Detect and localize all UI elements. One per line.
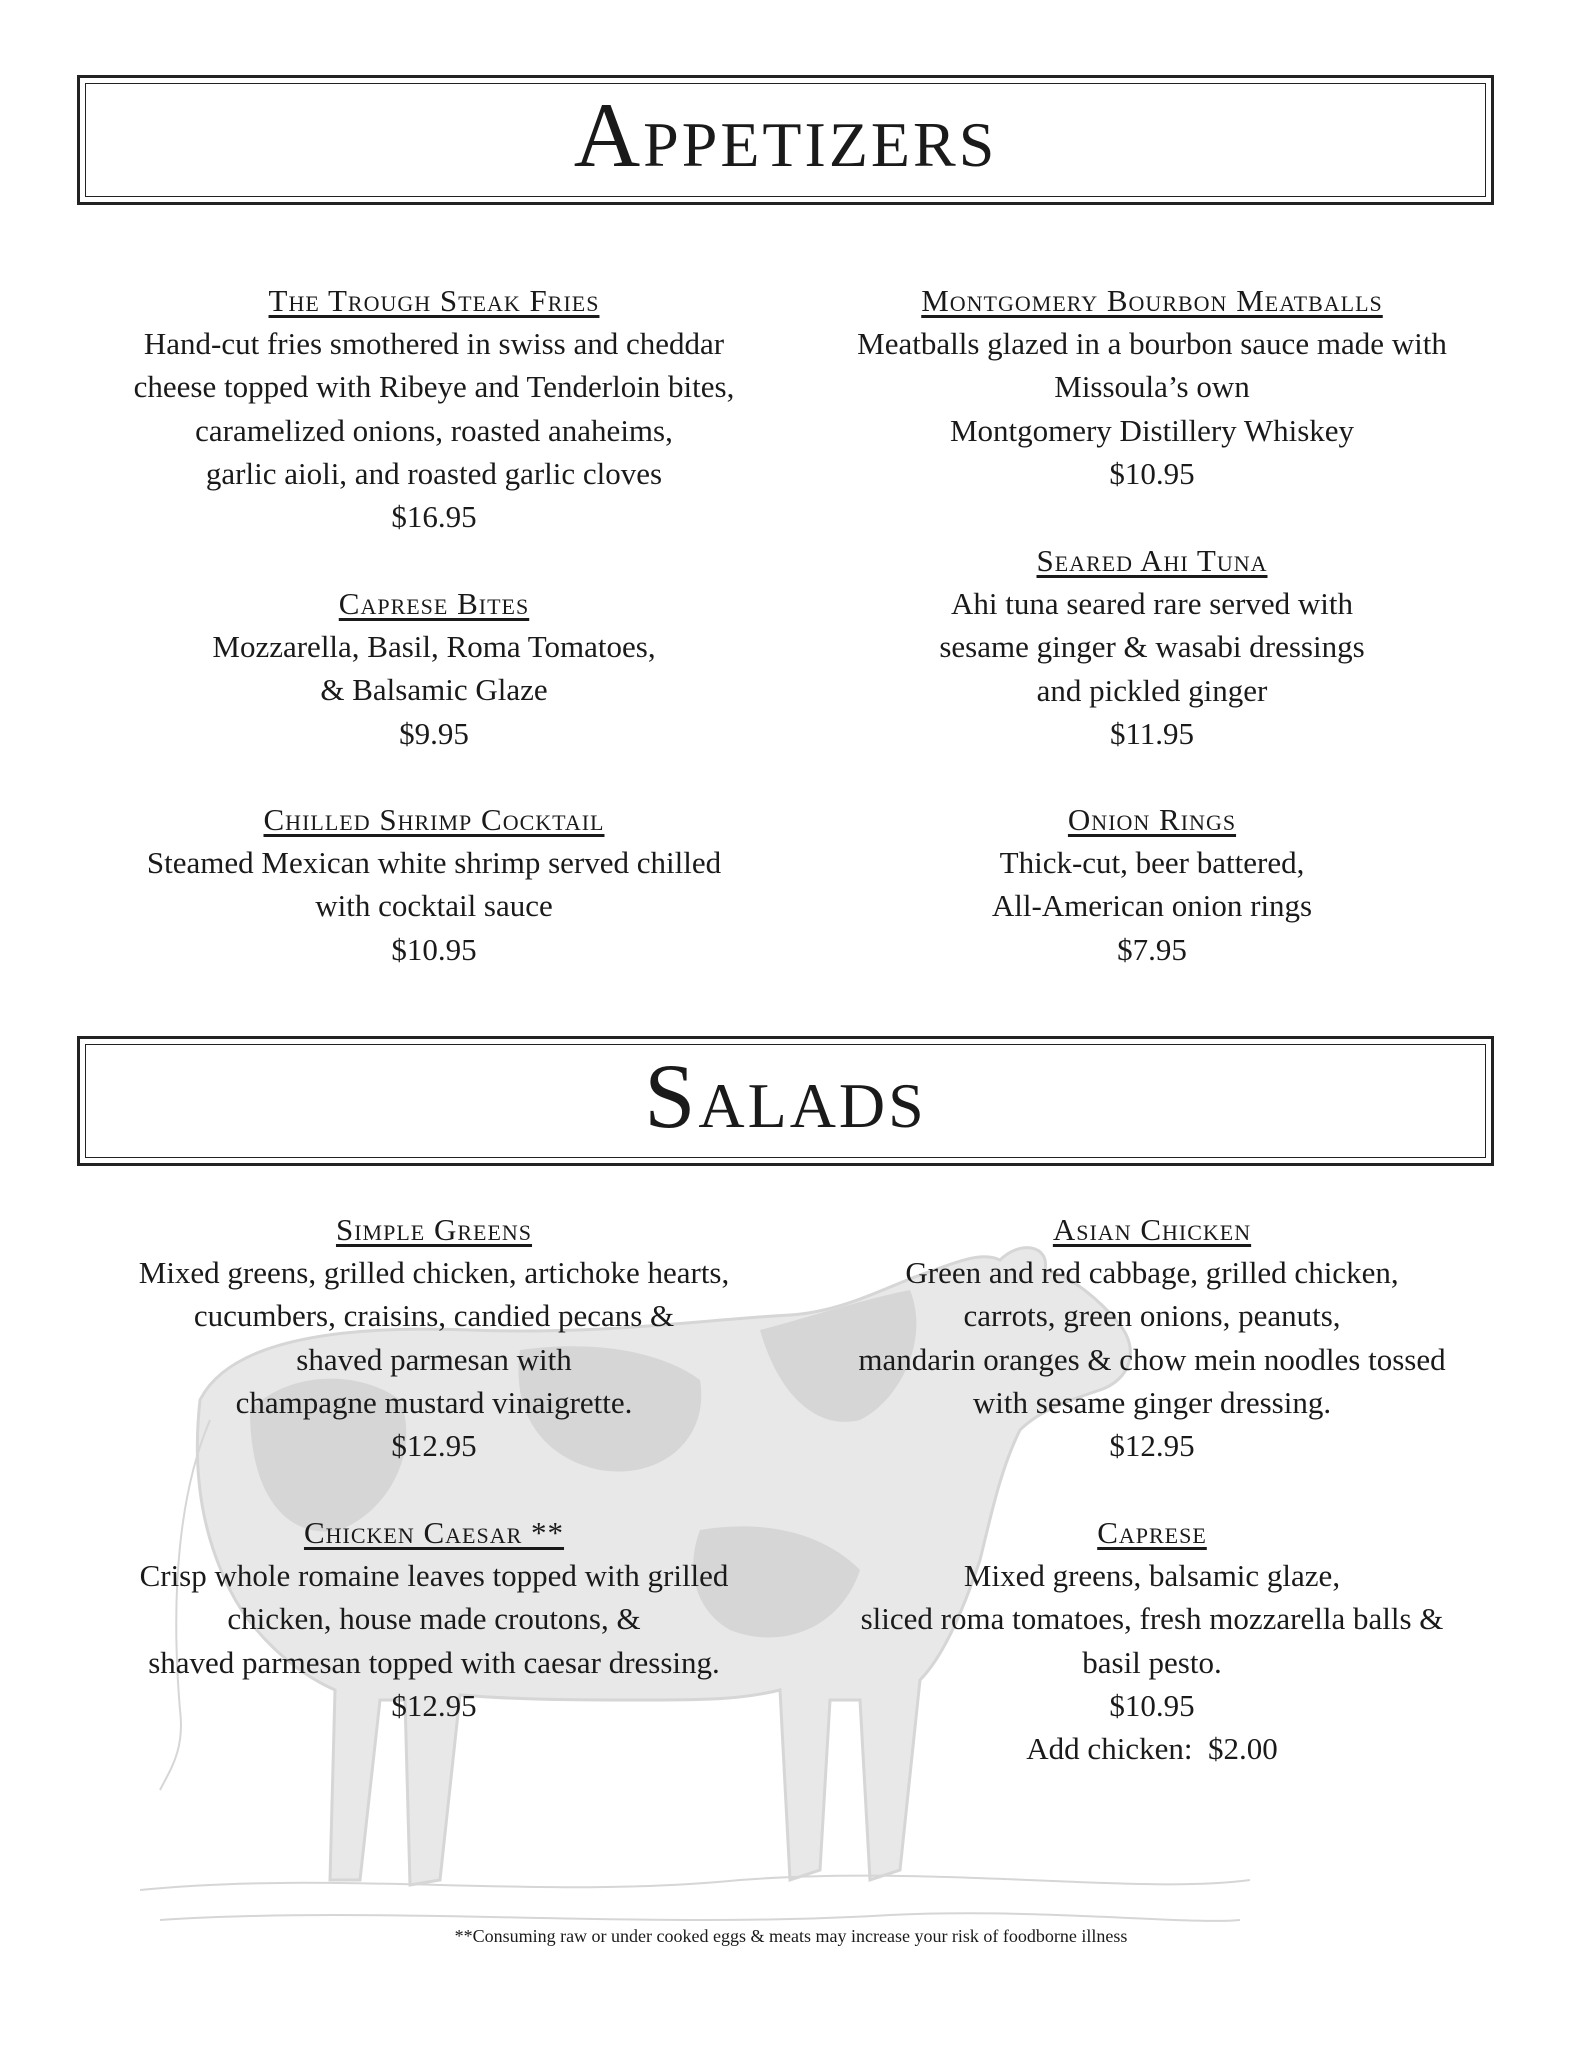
item-description: shaved parmesan topped with caesar dressing. <box>148 1644 720 1680</box>
item-description: Hand-cut fries smothered in swiss and cheddar <box>143 326 725 361</box>
item-description: cheese topped with Ribeye and Tenderloin bites, <box>133 369 735 405</box>
item-price: $10.95 <box>391 931 477 967</box>
item-name: Asian Chicken <box>1052 1212 1252 1247</box>
item-name: Caprese Bites <box>338 586 530 621</box>
salads-title: Salads <box>644 1045 927 1147</box>
item-description: Steamed Mexican white shrimp served chilled <box>146 845 722 880</box>
item-description: sesame ginger & wasabi dressings <box>939 629 1365 665</box>
item-name: Chicken Caesar ** <box>303 1515 565 1550</box>
appetizers-header-box <box>77 75 1494 205</box>
footnote: **Consuming raw or under cooked eggs & meats may increase your risk of foodborne illness <box>454 1926 1128 1946</box>
menu-item <box>792 1511 1512 1770</box>
menu-item <box>792 539 1512 755</box>
item-description: and pickled ginger <box>1036 672 1268 708</box>
item-description: caramelized onions, roasted anaheims, <box>195 412 673 448</box>
item-price: $12.95 <box>391 1687 477 1723</box>
item-description: shaved parmesan with <box>296 1341 572 1377</box>
menu-item <box>74 582 794 755</box>
item-description: basil pesto. <box>1082 1644 1222 1680</box>
item-description: sliced roma tomatoes, fresh mozzarella balls & <box>860 1601 1444 1637</box>
item-description: carrots, green onions, peanuts, <box>963 1298 1341 1334</box>
item-description: chicken, house made croutons, & <box>227 1601 641 1637</box>
item-description: Ahi tuna seared rare served with <box>951 586 1353 621</box>
item-name: Caprese <box>1097 1515 1207 1550</box>
item-description: & Balsamic Glaze <box>320 672 548 708</box>
item-description: Meatballs glazed in a bourbon sauce made with <box>857 326 1447 361</box>
menu-item <box>74 1208 794 1467</box>
menu-item <box>792 798 1512 971</box>
add-on-text: Add chicken: $2.00 <box>1026 1731 1278 1767</box>
item-name: Seared Ahi Tuna <box>1036 543 1268 578</box>
item-name: Onion Rings <box>1067 802 1237 837</box>
menu-item <box>792 1208 1512 1467</box>
salads-header-box <box>77 1036 1494 1166</box>
item-description: with sesame ginger dressing. <box>972 1384 1332 1420</box>
item-description: champagne mustard vinaigrette. <box>235 1384 633 1420</box>
item-description: Montgomery Distillery Whiskey <box>949 412 1355 448</box>
item-description: Green and red cabbage, grilled chicken, <box>905 1255 1399 1290</box>
item-name: The Trough Steak Fries <box>268 283 600 318</box>
menu-item <box>74 798 794 971</box>
item-price: $12.95 <box>1109 1428 1195 1464</box>
menu-item <box>74 1511 794 1727</box>
menu-item <box>792 279 1512 495</box>
item-description: Mozzarella, Basil, Roma Tomatoes, <box>212 629 656 664</box>
item-price: $10.95 <box>1109 1687 1195 1723</box>
item-price: $16.95 <box>391 499 477 535</box>
item-description: All-American onion rings <box>991 888 1313 924</box>
item-description: with cocktail sauce <box>315 888 553 924</box>
item-price: $10.95 <box>1109 455 1195 491</box>
item-description: garlic aioli, and roasted garlic cloves <box>205 455 663 491</box>
item-description: Missoula’s own <box>1054 369 1250 405</box>
item-price: $9.95 <box>399 715 469 751</box>
item-price: $7.95 <box>1117 931 1187 967</box>
item-description: Mixed greens, balsamic glaze, <box>963 1558 1341 1593</box>
item-description: Crisp whole romaine leaves topped with grilled <box>139 1558 729 1593</box>
item-description: Mixed greens, grilled chicken, artichoke hearts, <box>138 1255 730 1290</box>
item-description: cucumbers, craisins, candied pecans & <box>193 1298 675 1334</box>
item-price: $12.95 <box>391 1428 477 1464</box>
item-name: Montgomery Bourbon Meatballs <box>921 283 1383 318</box>
item-price: $11.95 <box>1109 715 1195 751</box>
appetizers-title: Appetizers <box>573 84 998 186</box>
item-description: mandarin oranges & chow mein noodles tossed <box>858 1341 1446 1377</box>
item-description: Thick-cut, beer battered, <box>999 845 1305 880</box>
menu-item <box>74 279 794 538</box>
item-name: Simple Greens <box>335 1212 533 1247</box>
item-name: Chilled Shrimp Cocktail <box>263 802 605 837</box>
